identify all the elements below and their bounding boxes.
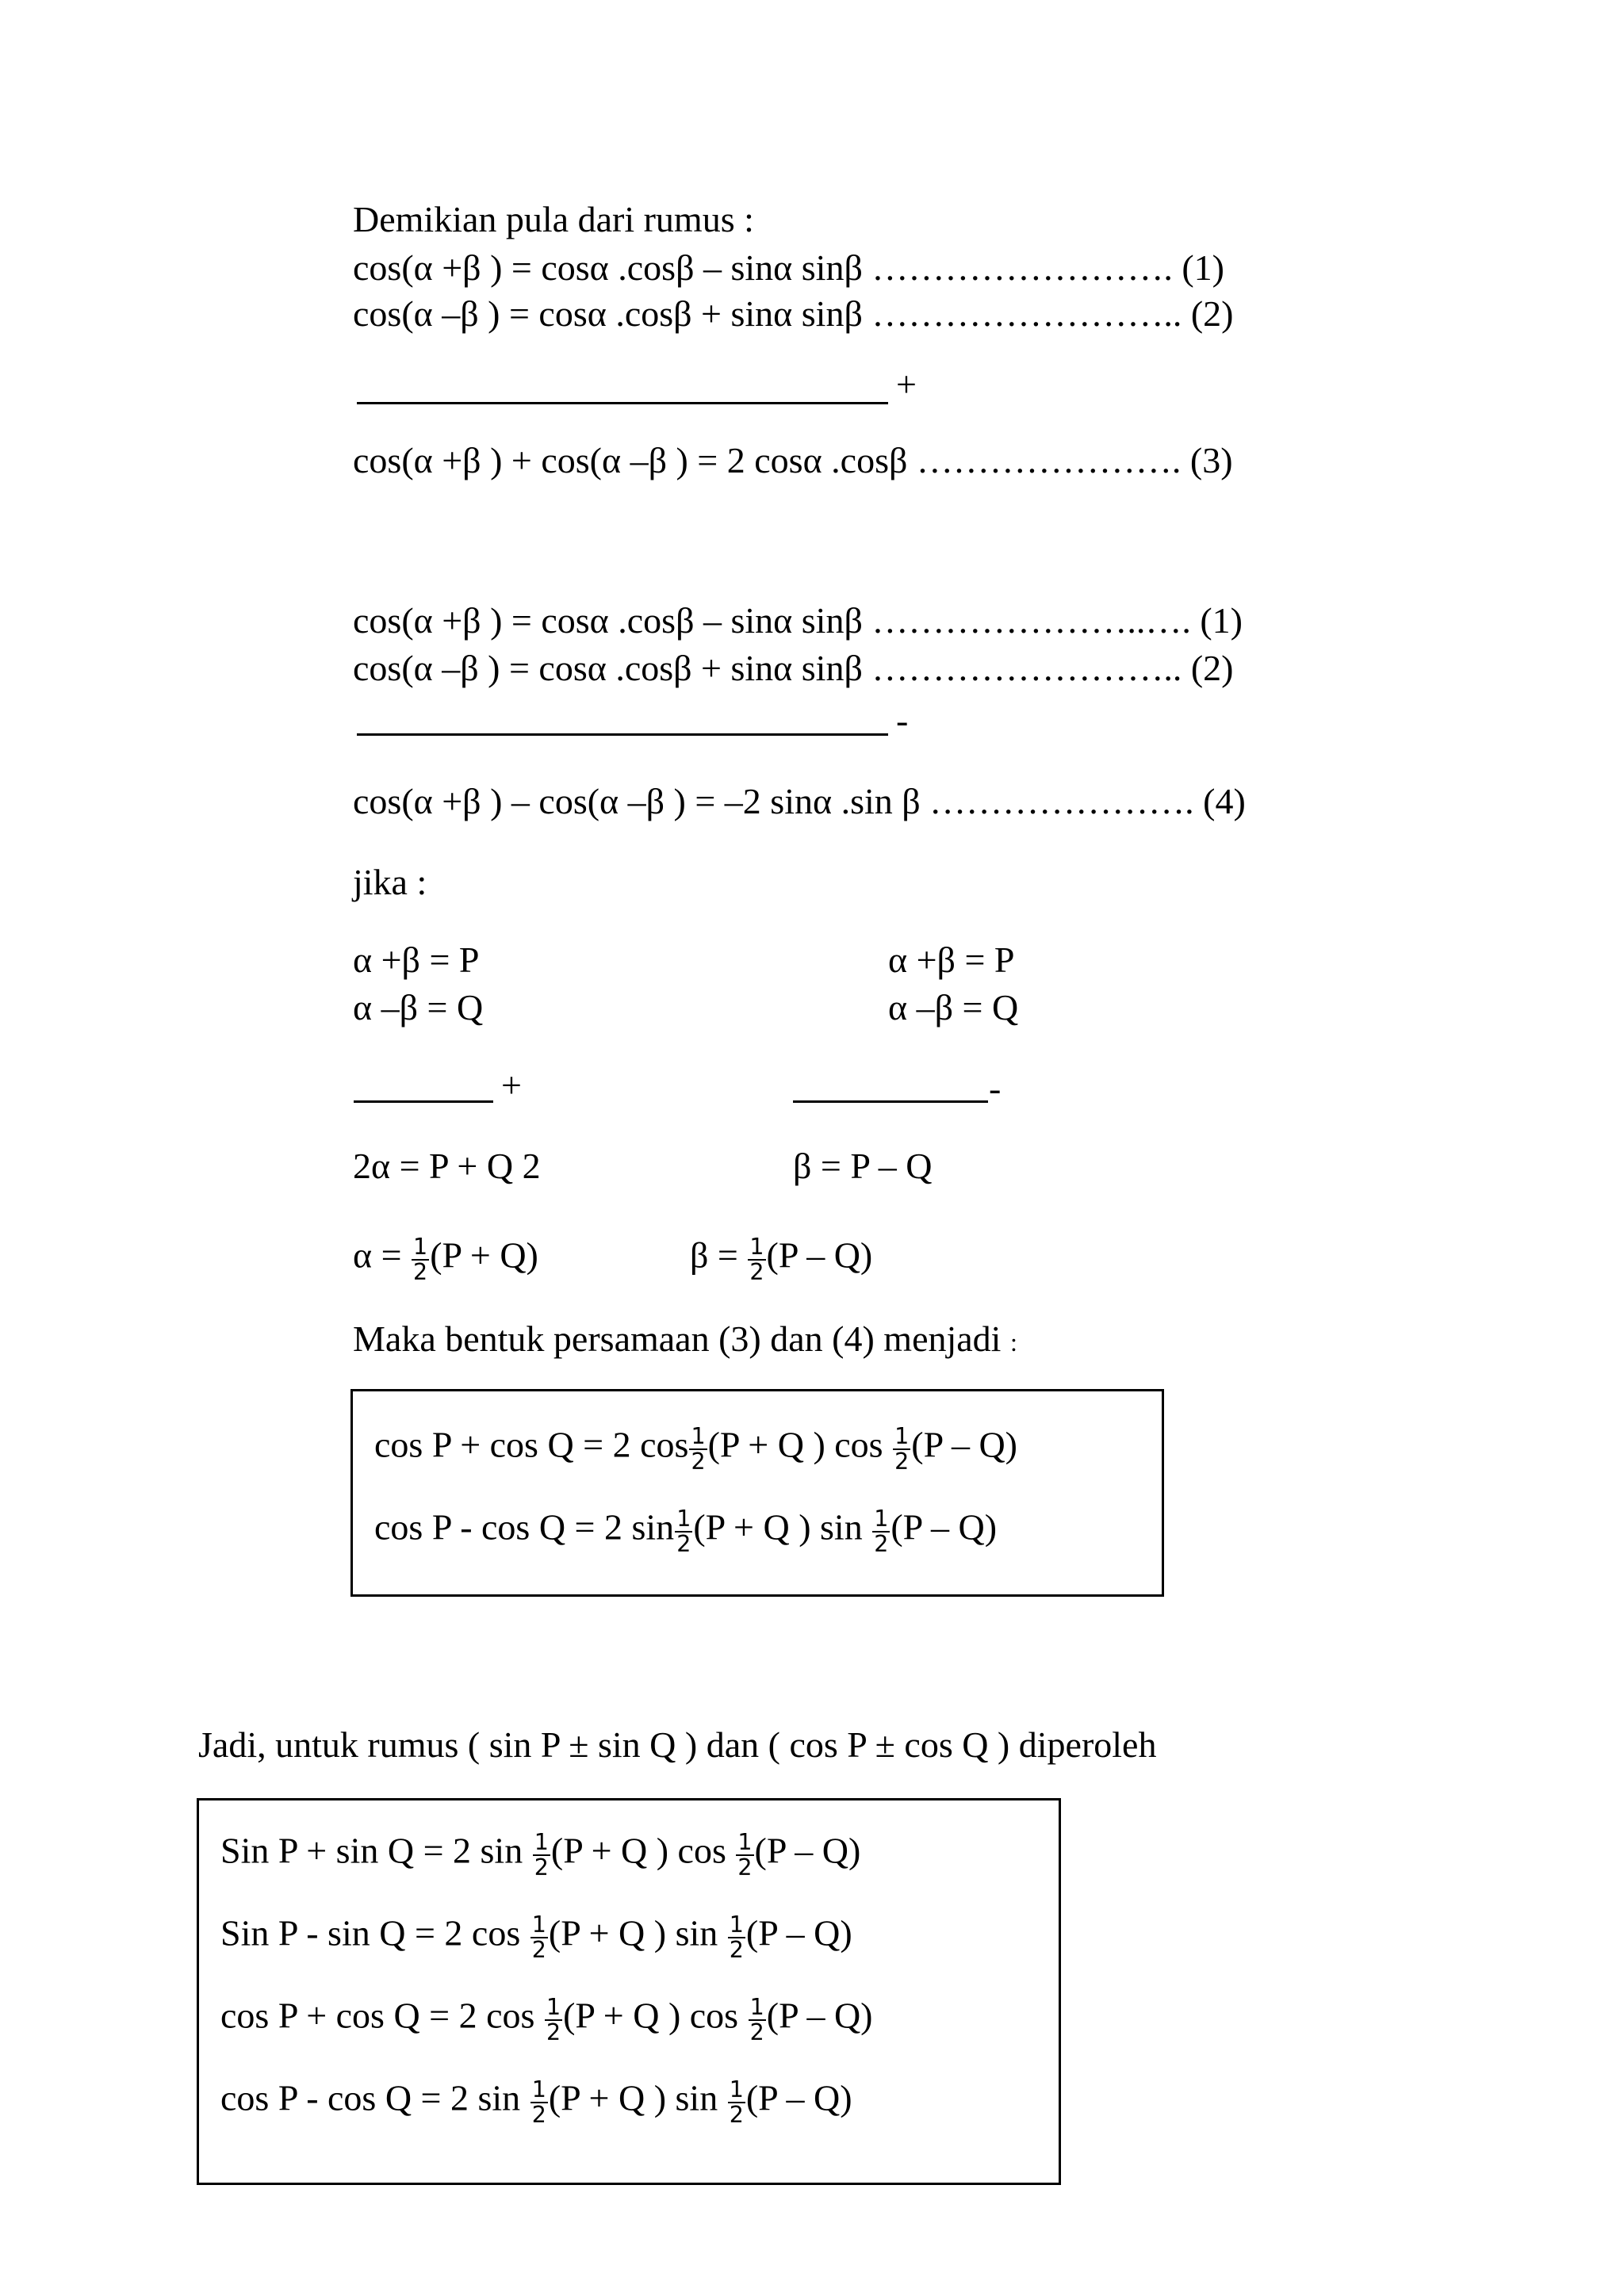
- plus-operator: +: [896, 364, 917, 404]
- equation-lhs: cos(α +β ) = cosα .cosβ – sinα sinβ: [353, 247, 863, 288]
- jika-label: jika :: [353, 862, 427, 902]
- alpha-formula: α = $\frac{1}{2}$ (P + Q): [353, 1234, 538, 1285]
- plus-operator: +: [501, 1065, 522, 1105]
- system-right-eq1: α +β = P: [888, 939, 1015, 980]
- right-difference-rule: [793, 1100, 988, 1103]
- beta-formula: β = $\frac{1}{2}$ (P – Q): [690, 1234, 873, 1285]
- formula-sin-sum: Sin P + sin Q = 2 sin $\frac{1}{2}$ (P + Q ) cos $\frac{1}{2}$ (P – Q): [220, 1829, 861, 1881]
- equation-1: [353, 600, 1243, 641]
- result-box-cos: [350, 1389, 1164, 1597]
- equation-lhs: cos(α –β ) = cosα .cosβ + sinα sinβ: [353, 648, 863, 688]
- formula-cos-diff: cos P - cos Q = 2 sin $\frac{1}{2}$ (P + Q ) sin $\frac{1}{2}$ (P – Q): [374, 1506, 998, 1557]
- left-sum-rule: [354, 1100, 493, 1103]
- equation-lhs: cos(α –β ) = cosα .cosβ + sinα sinβ: [353, 293, 863, 334]
- half-fraction: $\frac{1}{2}$: [676, 1506, 691, 1557]
- half-fraction: $\frac{1}{2}$: [894, 1423, 910, 1475]
- formula-sin-diff: Sin P - sin Q = 2 cos $\frac{1}{2}$ (P + Q ) sin $\frac{1}{2}$ (P – Q): [220, 1911, 852, 1963]
- sum-rule: [357, 402, 888, 404]
- difference-rule: [357, 733, 888, 736]
- half-fraction: $\frac{1}{2}$: [729, 1911, 744, 1963]
- minus-operator: -: [896, 700, 909, 740]
- maka-text: Maka bentuk persamaan (3) dan (4) menjadi :: [353, 1318, 1017, 1359]
- equation-number: …………………..…. (1): [871, 600, 1243, 641]
- half-fraction: $\frac{1}{2}$: [531, 1911, 546, 1963]
- minus-operator: -: [989, 1068, 1002, 1108]
- half-fraction: $\frac{1}{2}$: [749, 1234, 764, 1285]
- result-box-summary: [197, 1798, 1061, 2185]
- half-fraction: $\frac{1}{2}$: [413, 1234, 428, 1285]
- half-fraction: $\frac{1}{2}$: [691, 1423, 706, 1475]
- formula-cos-sum: cos P + cos Q = 2 cos $\frac{1}{2}$ (P + Q ) cos $\frac{1}{2}$ (P – Q): [220, 1994, 873, 2045]
- half-fraction: $\frac{1}{2}$: [546, 1994, 561, 2045]
- formula-cos-diff: cos P - cos Q = 2 sin $\frac{1}{2}$ (P + Q ) sin $\frac{1}{2}$ (P – Q): [220, 2076, 852, 2128]
- sum-result: 2α = P + Q 2: [353, 1146, 541, 1186]
- equation-number: …………………….. (2): [871, 648, 1234, 688]
- jadi-text: Jadi, untuk rumus ( sin P ± sin Q ) dan ( cos P ± cos Q ) diperoleh: [198, 1724, 1157, 1765]
- half-fraction: $\frac{1}{2}$: [729, 2076, 744, 2128]
- formula-cos-sum: cos P + cos Q = 2 cos $\frac{1}{2}$ (P + Q ) cos $\frac{1}{2}$ (P – Q): [374, 1423, 1017, 1475]
- half-fraction: $\frac{1}{2}$: [737, 1829, 753, 1881]
- difference-result: β = P – Q: [793, 1146, 933, 1186]
- system-left-eq1: α +β = P: [353, 939, 480, 980]
- intro-text: Demikian pula dari rumus :: [353, 199, 754, 239]
- equation-number: …………………….. (2): [871, 293, 1234, 334]
- equation-2: [353, 650, 1234, 687]
- equation-1: [353, 247, 1224, 288]
- half-fraction: $\frac{1}{2}$: [874, 1506, 889, 1557]
- equation-3: cos(α +β ) + cos(α –β ) = 2 cosα .cosβ …………………. (3): [353, 440, 1233, 480]
- equation-number: ……………………. (1): [871, 247, 1224, 288]
- system-left-eq2: α –β = Q: [353, 987, 484, 1027]
- equation-lhs: cos(α +β ) = cosα .cosβ – sinα sinβ: [353, 600, 863, 641]
- half-fraction: $\frac{1}{2}$: [534, 1829, 549, 1881]
- half-fraction: $\frac{1}{2}$: [749, 1994, 764, 2045]
- equation-2: [353, 293, 1234, 334]
- equation-4: cos(α +β ) – cos(α –β ) = –2 sinα .sin β …………………. (4): [353, 781, 1246, 821]
- half-fraction: $\frac{1}{2}$: [531, 2076, 546, 2128]
- system-right-eq2: α –β = Q: [888, 987, 1019, 1027]
